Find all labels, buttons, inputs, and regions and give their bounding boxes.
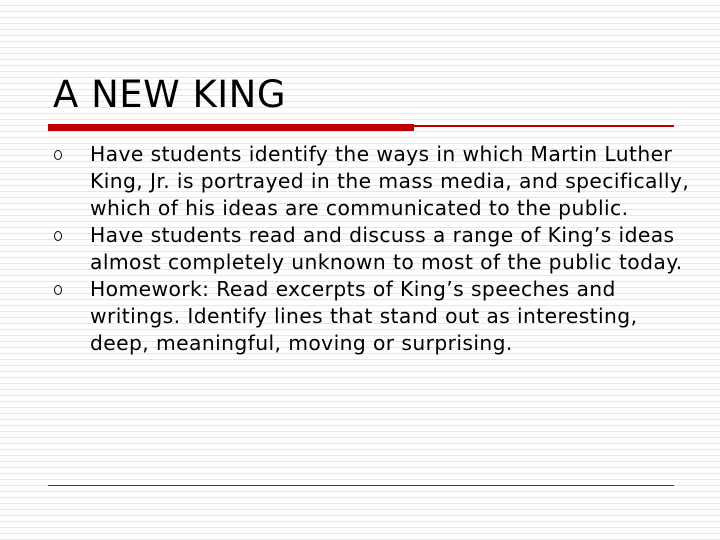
slide-title: A NEW KING <box>53 73 286 116</box>
bullet-item <box>53 222 693 276</box>
hollow-circle-bullet-icon <box>54 150 62 160</box>
bullet-text: Have students read and discuss a range of King’s ideas almost completely unknown to most of the public today. <box>90 223 683 274</box>
title-underline-thick <box>48 124 414 131</box>
hollow-circle-bullet-icon <box>54 285 62 295</box>
bullet-list <box>53 141 693 357</box>
bullet-text: Have students identify the ways in which Martin Luther King, Jr. is portrayed in the mass media, and specifically, which of his ideas are communicated to the public. <box>90 142 690 220</box>
footer-rule <box>48 485 674 486</box>
bullet-item <box>53 276 693 357</box>
bullet-item <box>53 141 693 222</box>
hollow-circle-bullet-icon <box>54 231 62 241</box>
bullet-text: Homework: Read excerpts of King’s speeches and writings. Identify lines that stand out as interesting, deep, meaningful, moving or surprising. <box>90 277 638 355</box>
title-underline-thin <box>414 125 674 127</box>
